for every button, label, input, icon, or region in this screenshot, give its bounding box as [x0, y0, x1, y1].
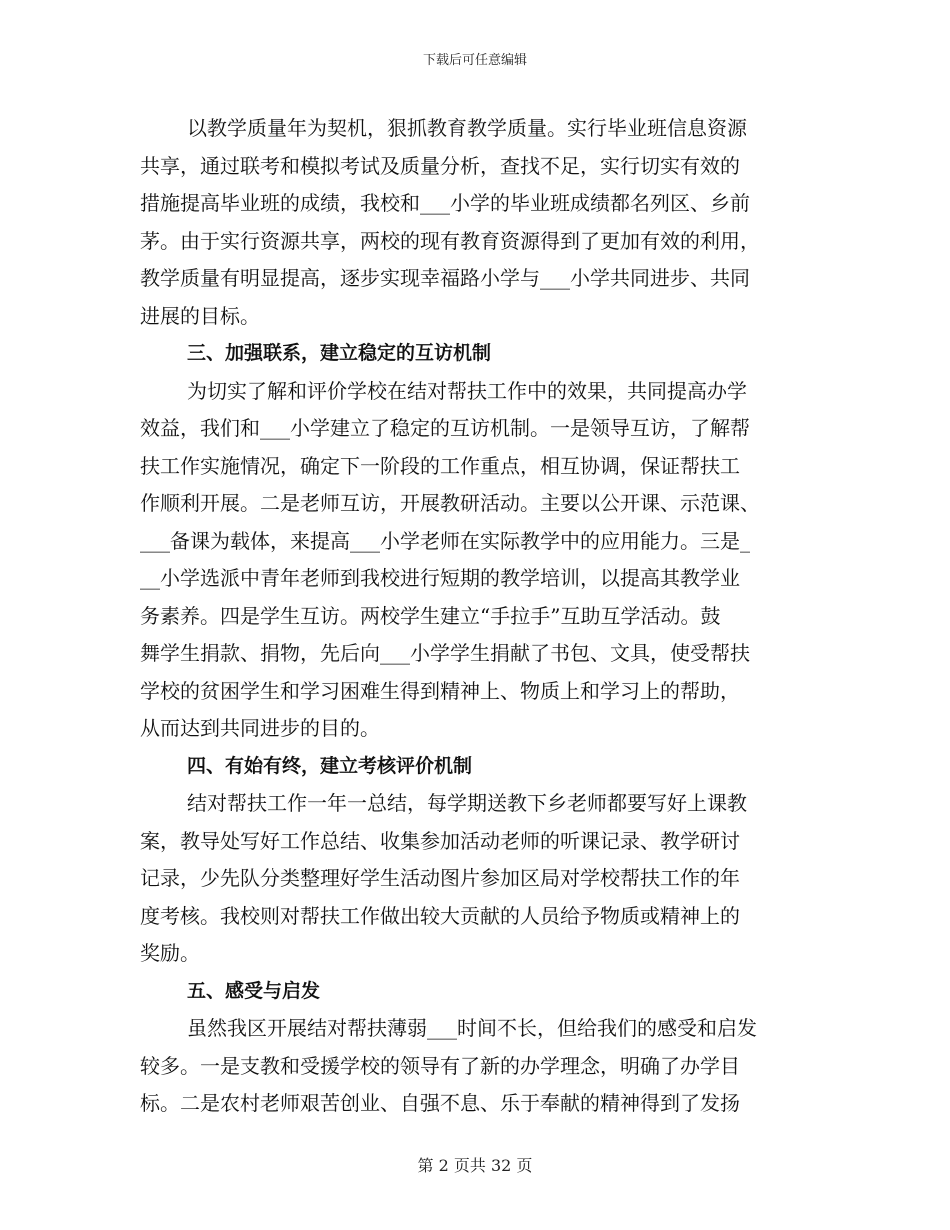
- paragraph-line: 效益，我们和___小学建立了稳定的互访机制。一是领导互访，了解帮: [140, 416, 750, 440]
- paragraph-line: 虽然我区开展结对帮扶薄弱___时间不长，但给我们的感受和启发: [187, 1016, 757, 1040]
- paragraph-line: 记录，少先队分类整理好学生活动图片参加区局对学校帮扶工作的年: [140, 866, 740, 890]
- section-heading-5: 五、感受与启发: [187, 979, 321, 1002]
- paragraph-line: 标。二是农村老师艰苦创业、自强不息、乐于奉献的精神得到了发扬: [140, 1091, 740, 1115]
- paragraph-line: 教学质量有明显提高，逐步实现幸福路小学与___小学共同进步、共同: [140, 266, 750, 290]
- page-header: 下载后可任意编辑: [422, 53, 527, 68]
- paragraph-line: 结对帮扶工作一年一总结，每学期送教下乡老师都要写好上课教: [187, 791, 747, 815]
- paragraph-line: 措施提高毕业班的成绩，我校和___小学的毕业班成绩都名列区、乡前: [140, 191, 750, 215]
- page-number: 第 2 页共 32 页: [417, 1156, 533, 1175]
- paragraph-line: 扶工作实施情况，确定下一阶段的工作重点，相互协调，保证帮扶工: [140, 453, 740, 478]
- paragraph-line: 务素养。四是学生互访。两校学生建立“手拉手”互助互学活动。鼓: [140, 603, 721, 628]
- paragraph-line: 为切实了解和评价学校在结对帮扶工作中的效果，共同提高办学: [187, 378, 747, 403]
- paragraph-line: 以教学质量年为契机，狠抓教育教学质量。实行毕业班信息资源: [187, 116, 747, 140]
- paragraph-line: 学校的贫困学生和学习困难生得到精神上、物质上和学习上的帮助，: [140, 678, 740, 703]
- section-heading-4: 四、有始有终，建立考核评价机制: [187, 754, 473, 777]
- paragraph-line: __小学选派中青年老师到我校进行短期的教学培训，以提高其教学业: [140, 566, 740, 590]
- paragraph-line: 进展的目标。: [140, 303, 260, 328]
- section-heading-3: 三、加强联系，建立稳定的互访机制: [187, 342, 492, 364]
- paragraph-line: 案，教导处写好工作总结、收集参加活动老师的听课记录、教学研讨: [140, 828, 740, 853]
- paragraph-line: 奖励。: [140, 941, 200, 965]
- paragraph-line: 从而达到共同进步的目的。: [140, 716, 380, 740]
- paragraph-line: 茅。由于实行资源共享，两校的现有教育资源得到了更加有效的利用，: [140, 228, 760, 253]
- paragraph-line: 作顺利开展。二是老师互访，开展教研活动。主要以公开课、示范课、: [140, 491, 760, 515]
- paragraph-line: 度考核。我校则对帮扶工作做出较大贡献的人员给予物质或精神上的: [140, 903, 740, 928]
- paragraph-line: 共享，通过联考和模拟考试及质量分析，查找不足，实行切实有效的: [140, 153, 740, 178]
- paragraph-line: ___备课为载体，来提高___小学老师在实际教学中的应用能力。三是_: [140, 528, 750, 553]
- document-body: [140, 110, 805, 1123]
- paragraph-line: 舞学生捐款、捐物，先后向___小学学生捐献了书包、文具，使受帮扶: [140, 641, 750, 665]
- paragraph-line: 较多。一是支教和受援学校的领导有了新的办学理念，明确了办学目: [140, 1053, 740, 1078]
